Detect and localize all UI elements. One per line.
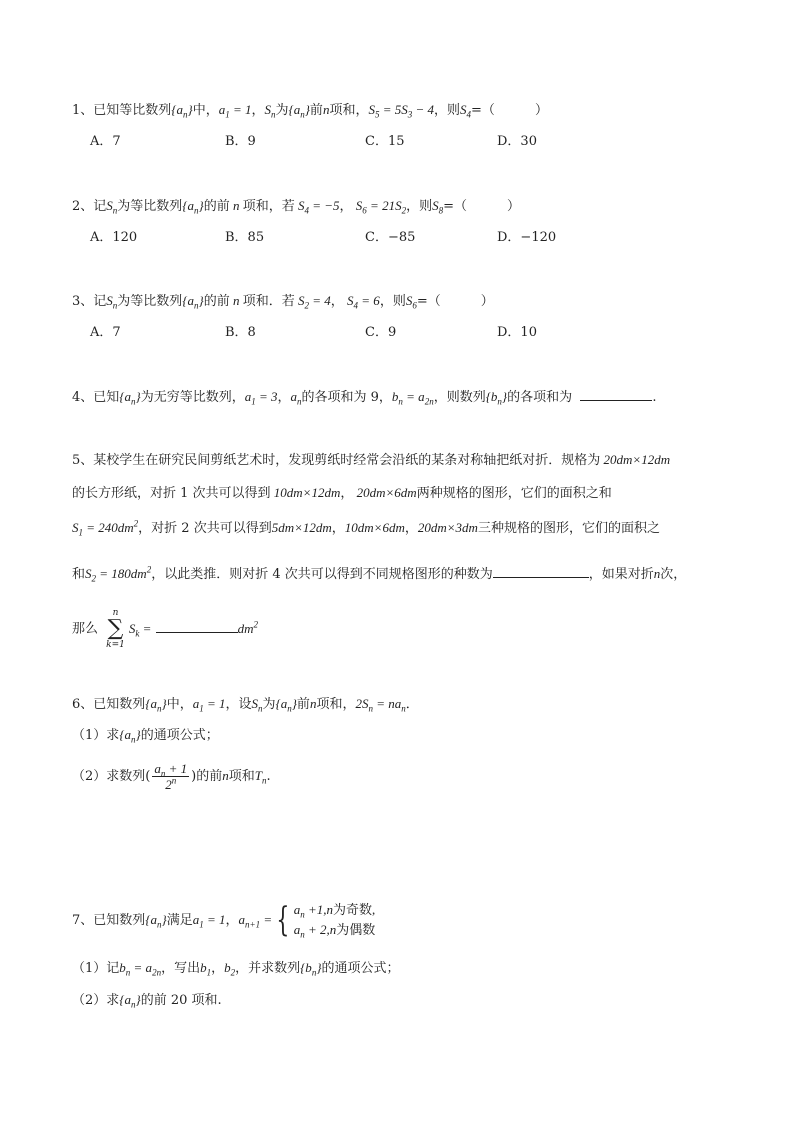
q3-text: 3、记 — [72, 294, 107, 309]
q2-text: ，则 — [406, 199, 433, 214]
math: $S_6 = 21S_2$ — [352, 198, 407, 216]
q2-option-b: B．85 — [225, 230, 265, 245]
math: $S_2 = 4$ — [294, 293, 331, 311]
math: $\{a_n\}$ — [182, 198, 204, 216]
math: $a_1 = 1$ — [218, 102, 252, 120]
math: 20dm×3dm — [417, 520, 478, 535]
q6-text: 6、已知数列 — [72, 697, 146, 712]
fraction: $\frac{a_n + 1}{2^n}$ — [154, 761, 188, 792]
math: $\{a_n\}$ — [288, 102, 310, 120]
math: $a_n$ — [290, 389, 302, 407]
math: $\{b_n\}$ — [485, 389, 508, 407]
q1-option-b: B．9 — [225, 134, 256, 149]
math: n — [222, 768, 229, 783]
q1-option-a: A．7 — [90, 134, 121, 149]
q3-option-c: C．9 — [365, 325, 397, 340]
q1-text: =（ — [471, 103, 495, 118]
math: $\{a_n\}$ — [275, 696, 297, 714]
q4-text: ，则数列 — [433, 390, 486, 405]
question-5-line-4 — [72, 564, 686, 585]
q4-text: 为无穷等比数列， — [140, 390, 245, 405]
q6-text: 的通项公式； — [140, 728, 219, 743]
q1-text: 前 — [309, 103, 323, 118]
math: $\{a_n\}$ — [119, 992, 141, 1010]
math: n — [229, 198, 243, 213]
math: $\{b_n\}$ — [300, 960, 322, 978]
math: $\{a_n\}$ — [182, 293, 204, 311]
q2-text: 的前 — [203, 199, 230, 214]
answer-blank[interactable] — [156, 620, 238, 633]
q6-text: ，设 — [225, 697, 252, 712]
math: $a_{n+1}$ = — [238, 912, 273, 930]
q5-text: ，如果对折 — [588, 567, 654, 582]
q1-text: ， — [251, 103, 265, 118]
q1-text: 为 — [275, 103, 289, 118]
math: $S_1 = 240dm^2$ — [72, 518, 139, 538]
q3-text: 的前 — [203, 294, 230, 309]
q7-text: ， — [225, 913, 239, 928]
math: $S_5 = 5S_3 - 4$ — [368, 102, 435, 120]
q6-text: . — [266, 769, 271, 784]
q3-text: 项和．若 — [242, 294, 295, 309]
question-5-line-1 — [72, 450, 670, 471]
math: $\{a_n\}$ — [119, 727, 141, 745]
math: $\{a_n\}$ — [145, 912, 167, 930]
math: $S_n$ — [264, 102, 276, 120]
q7-text: ， — [211, 961, 225, 976]
q5-text: ， — [340, 486, 354, 501]
q2-text: =（ — [443, 199, 467, 214]
q4-text: 的各项和为 — [507, 390, 573, 405]
answer-blank[interactable] — [580, 388, 652, 401]
math: $b_1$ — [200, 960, 212, 978]
q1-text: ） — [534, 103, 548, 118]
q6-text: 项和， — [316, 697, 356, 712]
math: $S_4$ — [460, 102, 472, 120]
q1-text: 项和， — [329, 103, 369, 118]
math: $T_n$ — [254, 768, 267, 786]
math: $\{a_n\}$ — [119, 389, 141, 407]
math: $S_4 = -5$ — [294, 198, 340, 216]
math: 20dm×6dm — [353, 485, 417, 500]
q7-text: （2）求 — [72, 993, 120, 1008]
q1-text: 1、已知等比数列 — [72, 103, 172, 118]
q7-text: 的前 20 项和. — [140, 993, 222, 1008]
q2-text: ， — [339, 199, 353, 214]
q5-text: ， — [404, 521, 418, 536]
math: $S_6$ — [405, 293, 417, 311]
answer-blank[interactable] — [493, 565, 589, 578]
q4-text: ， — [277, 390, 291, 405]
question-1 — [72, 100, 548, 121]
math: $b_2$ — [224, 960, 236, 978]
q6-text: 前 — [296, 697, 310, 712]
question-3 — [72, 291, 494, 312]
question-6-part-2: （2）求数列( $\frac{a_n + 1}{2^n}$ )的前n项和$T_n$. — [72, 761, 271, 792]
math: $S_n$ — [106, 198, 118, 216]
q3-text: ，则 — [379, 294, 406, 309]
q3-text: 为等比数列 — [117, 294, 183, 309]
q4-text: 的各项和为 9， — [301, 390, 392, 405]
q3-option-b: B．8 — [225, 325, 256, 340]
q7-text: （1）记 — [72, 961, 120, 976]
question-7-part-1 — [72, 958, 400, 979]
q5-text: 的长方形纸，对折 1 次共可以得到 — [72, 486, 271, 501]
question-6-part-1 — [72, 725, 219, 746]
math: $\{a_n\}$ — [145, 696, 167, 714]
math: $b_n = a_{2n}$ — [119, 960, 162, 978]
math: 10dm×6dm — [344, 520, 405, 535]
piecewise: { $a_n +1,n$为奇数, $a_n + 2,n$为偶数 — [276, 900, 376, 941]
q2-text: ） — [507, 199, 521, 214]
q4-text: 4、已知 — [72, 390, 120, 405]
q5-text: 三种规格的图形，它们的面积之 — [477, 521, 660, 536]
question-5-line-3 — [72, 518, 660, 539]
question-7-part-2 — [72, 990, 222, 1011]
math: $S_4 = 6$ — [343, 293, 380, 311]
question-6 — [72, 694, 419, 715]
case-1-text: 为奇数, — [333, 902, 376, 918]
q2-option-a: A．120 — [90, 230, 138, 245]
q2-option-d: D．−120 — [497, 230, 557, 245]
q4-text: . — [652, 390, 657, 405]
q6-text: ． — [405, 697, 419, 712]
q6-text: 中， — [166, 697, 193, 712]
q5-text: ，以此类推．则对折 4 次共可以得到不同规格图形的种数为 — [151, 567, 493, 582]
math: $a_1 = 3$ — [244, 389, 278, 407]
q1-text: 中， — [192, 103, 219, 118]
math: 20dm×12dm — [600, 452, 671, 467]
sum-symbol: n ∑ k=1 — [106, 608, 125, 650]
math: $S_n$ — [251, 696, 263, 714]
q2-text: 为等比数列 — [117, 199, 183, 214]
q6-text: （2）求数列 — [72, 769, 146, 784]
q2-text: 项和，若 — [242, 199, 295, 214]
q5-text: 和 — [72, 567, 86, 582]
q6-text: 的前 — [196, 769, 223, 784]
math: n — [322, 102, 330, 117]
math: $S_n$ — [106, 293, 118, 311]
question-7 — [72, 900, 375, 941]
q7-text: 7、已知数列 — [72, 913, 146, 928]
math: $2S_n = na_n$ — [355, 696, 406, 714]
math: n — [309, 696, 317, 711]
q7-text: 的通项公式； — [321, 961, 400, 976]
question-4 — [72, 387, 657, 408]
math: $S_2 = 180dm^2$ — [85, 564, 152, 584]
q5-text: ， — [331, 521, 345, 536]
question-5-line-2 — [72, 483, 612, 504]
q3-text: =（ — [416, 294, 441, 309]
q5-text: ，对折 2 次共可以得到 — [138, 521, 272, 536]
q7-text: 满足 — [166, 913, 193, 928]
q5-text: 5、某校学生在研究民间剪纸艺术时，发现剪纸时经常会沿纸的某条对称轴把纸对折．规格为 — [72, 453, 601, 468]
q5-text: 次， — [660, 567, 687, 582]
case-2-text: 为偶数 — [336, 922, 376, 938]
q3-option-d: D．10 — [497, 325, 537, 340]
math: $dm^2$ — [237, 619, 258, 636]
math: $\{a_n\}$ — [171, 102, 193, 120]
q1-option-d: D．30 — [497, 134, 537, 149]
q1-option-c: C．15 — [365, 134, 405, 149]
math: $b_n = a_{2n}$ — [391, 389, 434, 407]
q3-text: ， — [330, 294, 344, 309]
q6-text: 项和 — [228, 769, 255, 784]
math: n — [653, 566, 661, 581]
question-5-line-5 — [72, 608, 258, 650]
q5-text: 两种规格的图形，它们的面积之和 — [416, 486, 612, 501]
q6-text: （1）求 — [72, 728, 120, 743]
math: 10dm×12dm — [270, 485, 341, 500]
math: $S_8$ — [432, 198, 444, 216]
q2-text: 2、记 — [72, 199, 107, 214]
q6-text: 为 — [262, 697, 276, 712]
q5-text: 那么 — [72, 621, 99, 637]
math: $a_1 = 1$ — [192, 912, 226, 930]
math: $a_1 = 1$ — [192, 696, 226, 714]
q7-text: ，写出 — [161, 961, 201, 976]
q2-option-c: C．−85 — [365, 230, 416, 245]
math: $S_k$ = — [128, 620, 152, 639]
q7-text: ，并求数列 — [235, 961, 301, 976]
question-2 — [72, 196, 520, 217]
q3-option-a: A．7 — [90, 325, 121, 340]
q3-text: ） — [480, 294, 494, 309]
math: n — [229, 293, 243, 308]
math: 5dm×12dm — [271, 520, 332, 535]
q1-text: ，则 — [434, 103, 461, 118]
